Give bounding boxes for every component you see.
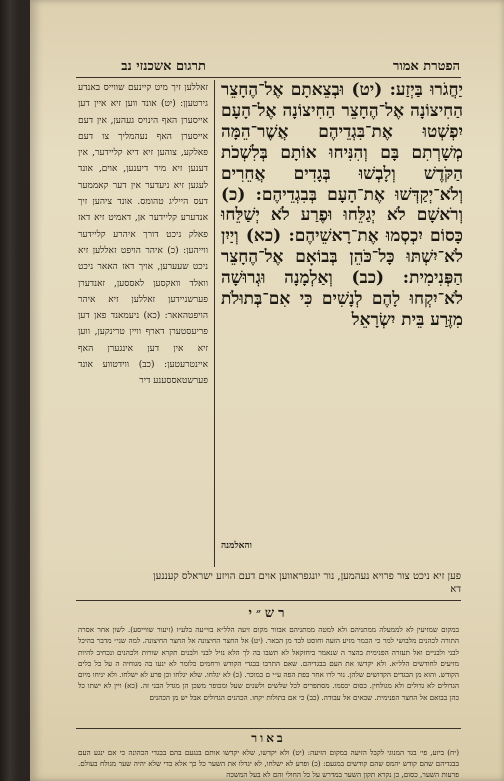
biur-text-body: (יח) ביזע, פי׳ בגד המנוגי לקבל הזיעה במקום הזיעה: (יט) ולא יקדשו, שלא יקדשו אותם בנגעם בהם בבגדי הכהונה כי אם ינגע העם בבגדיהם שהם קודש יהמס שהם קודשים במגעם: (כ) ופרע לא ישלחו, לא יגדלו את השער כל כך אלא כדי שלא יהיה שער מגולח בעולם. פרעות השער, כסום, כן נקרא תקון השער במדרש על כל החולי והם לא בעל המשכה <box>78 748 459 779</box>
main-text-body: יַחֲגֹרוּ בַּיְזַע: (יט) וּבְצֵאתָם אֶל־הֶחָצֵר הַחִיצוֹנָה אֶל־הֶחָצֵר הַחִיצוֹנָה אֶל־הָעָם יִפְשְׁטוּ אֶת־בִּגְדֵיהֶם אֲשֶׁר־הֵמָּה מְשָׁרְתִם בָּם וְהִנִּיחוּ אוֹתָם בְּלִשְׁכֹת הַקֹּדֶשׁ וְלָבְשׁוּ בְּגָדִים אֲחֵרִים וְלֹא־יְקַדְּשׁוּ אֶת־הָעָם בְּבִגְדֵיהֶם: (כ) וְרֹאשָׁם לֹא יְגַלֵּחוּ וּפֶרַע לֹא יְשַׁלֵּחוּ כָּסוֹם יִכְסְמוּ אֶת־רָאשֵׁיהֶם: (כא) וְיַיִן לֹא־יִשְׁתּוּ כָּל־כֹּהֵן בְּבוֹאָם אֶל־הֶחָצֵר הַפְּנִימִית: (כב) וְאַלְמָנָה וּגְרוּשָׁה לֹא־יִקְחוּ לָהֶם לְנָשִׁים כִּי אִם־בְּתוּלֹת מִזֶּרַע בֵּית יִשְׂרָאֵל <box>221 80 463 330</box>
biur-commentary <box>78 747 459 780</box>
yiddish-text-body: זאללען זיך מיט קיינעם שווייס באנדע גירטעןן: (יט) אונד ווען זיא איין דען אייסערן האף הינויס געהען, אין דעם אייסערן האף נעהמליך צו דעם פאלקע, צוהען זיא דיא קליידער, אין דענען זיא מיר דיענען, אוים, אונד לעגען זיא ניעדער אין דער קאממער דעס הייליג טהומס. אונד ציהען זיך אנדערע קליידער אן, דאמיט זיא דאז פאלק ניכט דורך איהרע קליידער ווייהען: (כ) איהר הויפט זאללען זיא ניכט שעערען, אויך דאז האאר ניכט וואלד וואקסען לאססען, זאנדערן פערשניידען זאללען זיא איהר הויפטהאאר: (כא) ניעמאנד פאן דען פריעסטערן דארף וויין טרינקען, ווען זיא אין דען אינגערן האף איינטרעטען: (כב) ווידטווע אונד פערשטאססענע דיר <box>78 83 208 387</box>
column-divider <box>214 80 215 567</box>
commentary-rule <box>76 600 461 601</box>
running-header-translation: תרגום אשכנזי נב <box>121 59 206 74</box>
main-hebrew-text <box>221 80 463 331</box>
translation-continuation <box>78 570 461 596</box>
biur-heading: באור <box>251 731 286 745</box>
yiddish-translation-column <box>78 80 208 390</box>
catchword: והאלמנה <box>221 541 252 551</box>
page-mark: דא <box>450 584 461 595</box>
footer-line: פען זיא ניכט צור פרויא נעהמען, נור יונגפראווען אוים דעם הויזע ישראלס קעננען <box>153 571 461 582</box>
biur-rule <box>76 728 461 729</box>
header-rule <box>76 77 461 78</box>
running-header-haftarah: הפטרת אמור <box>392 59 460 74</box>
rashi-commentary <box>78 624 459 703</box>
rashi-heading: רש״י <box>248 606 289 621</box>
rashi-text-body: במקום שמזיעין לא לממעלה ממתניהם ולא למטה ממתניהם אבזור מקום זיעה הלל״א בזי״עה בלע״ז (זיעור שווייסע). לשון אחר אסרה התורה לכהנים מלבושי למר כי הכמר מזיע הזעה וחוסט לבד מן הבאר. (יט) אל החצר החיצונה אל החצר החיצונה. למה שני״ מדבר בהיכל לבני ולבניים ואל תעזרה הפנימית בהצר ה שנאמר ביחזקאל לא תשבו בה לך הלא נזיל לבני ולבנים תקרא שורות ולכהנים ונכחיב להיות מזיעים לחודשים הלל״א. ולא יקדשו את העם בבגדיהם. שאם התרבו בבגדי הקודש ורחמים כלומר לא ינעו בה מגוחיה ה על כל כלים הקודש. והוא מן הבגדים הקדושים שלהן. נור לרו אחר בפת הפה ע״י ם כמוכר. (כ) לא יגלחו. שלא יגלחו וכן פרע לא ישלחו. ולא יניחו מיום הגדולים לא גדולים ולא מגולחין. כסום יכסמו. מסתפרים לכל שלשים ולשנים שעל ומכופר משכן הן מגדל הבני זה. (כא) ויין לא ישתו כל כהן בבואם אל החצר הפנימית. שבאים אל עבודה. (כב) כי אם בתולות יקחו. הכהנים הגדולים אבל יש מן הכהנים <box>78 625 459 702</box>
